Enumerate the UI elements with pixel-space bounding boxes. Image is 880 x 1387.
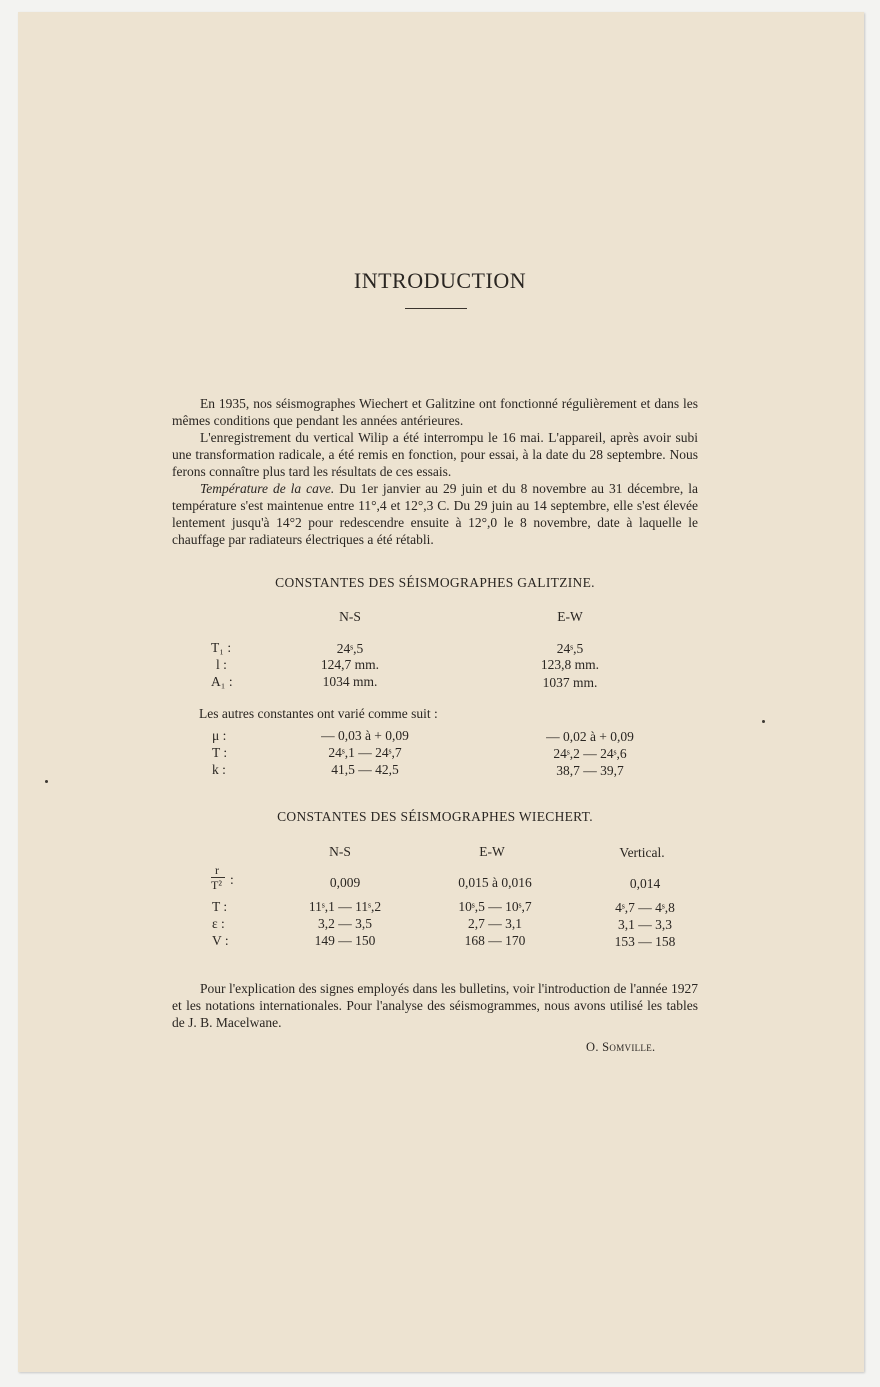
- galitzine-ew-value: 1037 mm.: [542, 675, 598, 690]
- paper-sheet: [18, 12, 864, 1372]
- page-title: INTRODUCTION: [353, 268, 527, 293]
- wiechert-col-vertical: Vertical.: [619, 845, 665, 860]
- galitzine-col-ew: E-W: [557, 609, 583, 624]
- varied-constants-label: Les autres constantes ont varié comme suit :: [199, 706, 438, 721]
- wiechert-heading: CONSTANTES DES SÉISMOGRAPHES WIECHERT.: [277, 809, 593, 824]
- galitzine-ns-value: 1034 mm.: [322, 674, 378, 689]
- wiechert-sym: T :: [212, 899, 228, 914]
- title-rule: [405, 308, 467, 309]
- paper-speck: [762, 720, 765, 723]
- varied-sym: T :: [212, 745, 228, 760]
- galitzine-ew-value: 24ˢ,5: [556, 641, 584, 656]
- wiechert-sym: V :: [212, 933, 229, 948]
- varied-ew-value: 38,7 — 39,7: [556, 763, 624, 778]
- paper-speck: [45, 780, 48, 783]
- ratio-denominator: T²: [211, 878, 222, 892]
- wiechert-ns-value: 149 — 150: [314, 933, 376, 948]
- closing-text: Pour l'explication des signes employés dans les bulletins, voir l'introduction de l'année 1927 et les notations internationales. Pour l'analyse des séismogrammes, nous avons utilisé les tables de J. B. Macelwane.: [172, 981, 698, 1030]
- ratio-colon: :: [230, 872, 234, 887]
- wiechert-ew-value: 10ˢ,5 — 10ˢ,7: [458, 899, 532, 914]
- varied-sym: μ :: [212, 728, 227, 743]
- wiechert-ew-value: 168 — 170: [464, 933, 526, 948]
- wiechert-sym: ε :: [212, 916, 225, 931]
- cave-temperature-text: Du 1er janvier au 29 juin et du 8 novembre au 31 décembre, la température s'est maintenue entre 11°,4 et 12°,3 C. Du 29 juin au 14 septembre, elle s'est élevée lentement jusqu'à 14°2 pour redescendre ensuite à 12°,0 le 8 novembre, date à laquelle le chauffage par radiateurs électriques a été rétabli.: [172, 481, 698, 547]
- varied-ns-value: — 0,03 à + 0,09: [321, 728, 409, 743]
- galitzine-sym: T₁ :: [211, 640, 232, 655]
- wiechert-vertical-value: 4ˢ,7 — 4ˢ,8: [615, 900, 675, 915]
- closing-paragraph: [172, 980, 698, 1031]
- wiechert-vertical-value: 0,014: [629, 876, 661, 891]
- wiechert-vertical-value: 3,1 — 3,3: [618, 917, 672, 932]
- wiechert-vertical-value: 153 — 158: [614, 934, 676, 949]
- varied-ns-value: 41,5 — 42,5: [331, 762, 399, 777]
- galitzine-ns-value: 24ˢ,5: [336, 641, 364, 656]
- galitzine-sym: A₁ :: [211, 674, 233, 689]
- varied-sym: k :: [212, 762, 226, 777]
- wiechert-ns-value: 3,2 — 3,5: [318, 916, 372, 931]
- intro-paragraph-2: L'enregistrement du vertical Wilip a été interrompu le 16 mai. L'appareil, après avoir subi une transformation radicale, a été remis en fonction, pour essai, à la date du 28 septembre. Nous ferons connaître plus tard les résultats de ces essais.: [172, 430, 698, 479]
- intro-paragraph-3: [172, 480, 698, 548]
- galitzine-sym: l :: [216, 657, 227, 672]
- intro-paragraph-1: En 1935, nos séismographes Wiechert et Galitzine ont fonctionné régulièrement et dans les mêmes conditions que pendant les années antérieures.: [172, 396, 698, 428]
- varied-ew-value: 24ˢ,2 — 24ˢ,6: [553, 746, 627, 761]
- wiechert-ns-value: 0,009: [329, 875, 361, 890]
- intro-text: [172, 395, 698, 548]
- wiechert-ew-value: 2,7 — 3,1: [468, 916, 522, 931]
- cave-temperature-heading: Température de la cave.: [200, 481, 335, 496]
- galitzine-ns-value: 124,7 mm.: [320, 657, 380, 672]
- galitzine-heading: CONSTANTES DES SÉISMOGRAPHES GALITZINE.: [275, 575, 595, 590]
- varied-ew-value: — 0,02 à + 0,09: [546, 729, 634, 744]
- ratio-numerator: r: [215, 863, 219, 877]
- signature: O. Somville.: [586, 1040, 656, 1054]
- wiechert-col-ew: E-W: [479, 844, 505, 859]
- wiechert-col-ns: N-S: [329, 844, 351, 859]
- galitzine-col-ns: N-S: [339, 609, 361, 624]
- varied-ns-value: 24ˢ,1 — 24ˢ,7: [328, 745, 402, 760]
- wiechert-ns-value: 11ˢ,1 — 11ˢ,2: [308, 899, 382, 914]
- galitzine-ew-value: 123,8 mm.: [540, 657, 600, 672]
- wiechert-ew-value: 0,015 à 0,016: [458, 875, 532, 890]
